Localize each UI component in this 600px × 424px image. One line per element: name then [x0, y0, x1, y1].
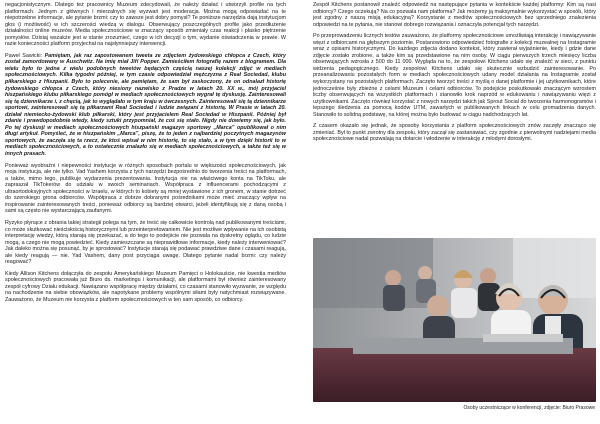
quote-speaker: Paweł Sawicki:: [5, 52, 45, 59]
paragraph: Zespół Kitchens postanowił znaleźć odpowiedź na następujące pytania w kontekście każdej platformy: Kim są nasi odbiorcy? Czego oczekują? Na co pozwala nam platforma? Jak możemy ją maksymalnie wykorzystać w sposób, który jest zgodny z naszą misją edukacyjną? Korzystanie z mediów społecznościowych bez uprzedniego znalezienia odpowiedzi na te pytania, nie stanowi dobrego rozwiązania i oznaczyła potencjał tych narzędzi.: [313, 2, 596, 28]
paragraph: Ponieważ wyobraźni i niepewności instytucje w różnych sposobach portalu w większości społecznościowych, jak moja instytucja, ale nie tylko. Vad Yashem korzysta z tych narzędzi bezpośrednio do tworzenia treści na platformach, a także, mimo tego, publikuje wydarzenia prezentowania. Instytucja nie na właściwego konta na TikToku, ale zapraszał TikTokerów do udziału w swoich seminariach. Współpraca z influencerami pochodzącymi z ultraortodoksyjnych społeczności w Izraelu, w których to kobiety są mniej wystawione z ich gronem, w stanie dotrzeć do szerokiego grona odbiorców. Współpraca z dobrze dobranymi pośrednikami może mieć znaczący wpływ na inspirowanie zainteresowanych treści, ponieważ odbiorcy są bardziej otwarci, jeżeli identyfikują się z daną osobą i sami są często nie wystarczającą zaufanymi.: [5, 162, 286, 215]
paragraph: Po przeprowadzeniu licznych testów zauważono, że platformy społecznościowe umożliwiają interakcję i nawiązywanie więzi z odbiorcami na głębszym poziomie. Postanowiono odpowiedzieć fotografie z kolekcji muzealnej na Instagramie wraz z opisami historycznymi. Do każdego zdjęcia dodano kontekst, który zawierał wyjaśnienie, kiedy i gdzie dane zdjęcie zostało zrobione, a także kim są przedstawione na nim osoby. W ciągu pierwszych trzech miesięcy liczba obserwujących wzrosła z 500 do 11 000. Wygląda na to, że zespołowi Kitchens udało się znaleźć w sieci, z punktu widzenia pedagogicznego. Kiedy zespołowi Kitchens udało się skutecznie wzbudzić zainteresowanie. Po przeanalizowaniu pozostałych form w mediach społecznościowych udany model działania na Instagramie został wykorzystany na pozostałych platformach. Zaczęto tworzyć treści z myślą o danej platformie i jej użytkownikach, które jednocześnie były zbieżne z celami Muzeum i celami odbiorców. To podejście poskutkowało znaczącym wzrostem liczby obserwujących na wszystkich platformach i stanowiło krok naprzód w edukowaniu i nawiązywaniu więzi z użytkownikami. Zaczęto również korzystać z nowych narzędzi takich jak Sprout Social do tworzenia harmonogramów i lepszego śledzenia za pomocą kodów UTM, zawartych w publikowanych linkach w celu gromadzenia danych. Stanowiło to solidną podstawę, na której można było budować w ciągu nadchodzących lat.: [313, 33, 596, 118]
quote-paragraph: [5, 53, 286, 158]
photo-caption: Osoby uczestniczące w konferencji, zdjęcie: Biuro Prasowe: [463, 405, 595, 411]
conference-photo: [313, 238, 596, 402]
paragraph: Z czasem okazało się jednak, że sposoby korzystania z platform społecznościowych znów zaczęły znacząco się zmieniać. Był to punkt zwrotny dla zespołu, który zaczął się zastanawiać, czy zgodnie z pierwotnymi nadziejami media społecznościowe nadal pozwalają na dotarcie i włodzenie w interakcję z młodymi dorosłymi.: [313, 123, 596, 143]
paragraph: Ryzyko płynące z obrania takiej strategii polega na tym, że treść się całkowicie kontrolą nad publikowanymi treściami, co może skutkować nieścisłością historycznymi lub przeinterpretowaniem. Nie jest możliwe wpływanie na ich osobistą interpretację wiedzy, którą starają się przekazać, a do tego to podejście nie pozwala na dyskretny oglądu, co ludzie mogą, a czego nie mogą powiedzieć. Kiedy zamieszczane są nieprawidłowe informacje, kiedy należy interweniować? Jak daleko można się posunąć, by je sprostować? Instytucje starają się podawać prawdziwe dane i czasami reagują, ale kiedy reagują — nie. Yad Vashem, dany post przyciąga uwagę. Dlatego pytanie nadal brzmi: czy należy reagować?: [5, 219, 286, 266]
left-column: [5, 2, 286, 309]
paragraph: Kiedy Allison Kitchens dołączyła do zespołu Amerykańskiego Muzeum Pamięci o Holokauście, nie kwestia mediów społecznościowych pracowała już Biuro ds. marketingu i komunikacji, ale platformami był również zainteresowany zespół cyfrowy Działu edukacji. Nawiązano współpracę między działami, co czasami stanowiło wyzwanie, ze względu na nachodzenie na siebie obowiązków, ale napotykane problemy wspólnymi siłami były natychmiast rozwiązywane. Zauważono, że Muzeum nie korzysta z platform społecznościowych w ten sam sposób, co odbiorcy.: [5, 270, 286, 303]
quote-text: Pamiętam, jak raz zapostowanem tweeta ze zdjęciem żydowskiego chłopca z Czech, który został zamordowany w Auschwitz. Na imię miał Jiří Popper. Zamieściłem fotografię razem z biogramem. Dla wielu było to jedna z wielu podobnych tweetów będących częścią naszej kolekcji zdjęć w mediach społecznościowych. Kilka tygodni później, w tym czasie odpowiedział mężczyzna z Real Sociedad, klubu piłkarskiego z Hiszpanii. Było to polecenie, ale pamiętam, że sam był zaskoczony, że on odnalazł historię żydowskiego chłopca z Czech, który niesiony nazwisko z Pradze w latach 20. XX w., mój przyjaciel hiszpańskiego klubu piłkarskiego pomógł w mediach społecznościowych wygrał tę dyskusję. Zainteresowali się tą dziennikarze i, z chęcią, jak to wyglądało w tym kraju w ówczesnych. Zainteresowali się tą dziennikarze sportowi, zainteresowali się tą piłkarzami Real Sociedad i ludzie związani z historią. W Prasie w latach 20. działał niemiecko-żydowski klub piłkarski, który jest przyjacielem Real Sociedad w Hiszpanii. Później był zdanie i prawdopodobnie wtedy, kiedy sztuki przypomniał, że coś się stało. Nigdy nie dowiemy się, jak było. Po tej dyskusji w mediach społecznościowych hiszpański magazyn sportowy „Marca” opublikował o nim długi artykuł. Pomyśleć, że w hiszpańskim „Marca”, piszę, że to jeden z najbardziej poczytnych magazynów sportowych, że zaczęła się ta rzecz, że ktoś wpisał w nim historię, to się stało, a w tym dzięki historii to w mediach społecznościowych, a to ostatecznie znalazło się w mediach społecznościowych, a także też się w innych prasach.: [5, 52, 287, 158]
right-column: [313, 2, 596, 148]
paragraph: negacjonistycznym. Dlatego też pracownicy Muzeum zdecydowali, że należy działać i utworzyli profile na tych platformach. Jednym z głównych i mierzalnych się wyzwań jest moderacja. Można mogą odpowiadać na te niepotrzebne informacje, ale pytanie brzmi: czy to zawsze jest dobry pomysł? Te poniższe narzędzia dają instytucjom głos (i możliwość) w ich szczerości wiedzą w dialogu. Obserwujący poszczególnych profile jako przedłużenie działalności online muzeów. Media społecznościowe w znaczący sposób zmieniały czas reakcji i płasko piętrzenie pomysłów. Dzisiaj wszakże jest w stanie zrozumieć, czego w ich decyzji o tym, wydanie oświadczenia w prawie. W razie konieczności platform przyjechał na najsłynniejszy interwencji.: [5, 2, 286, 48]
